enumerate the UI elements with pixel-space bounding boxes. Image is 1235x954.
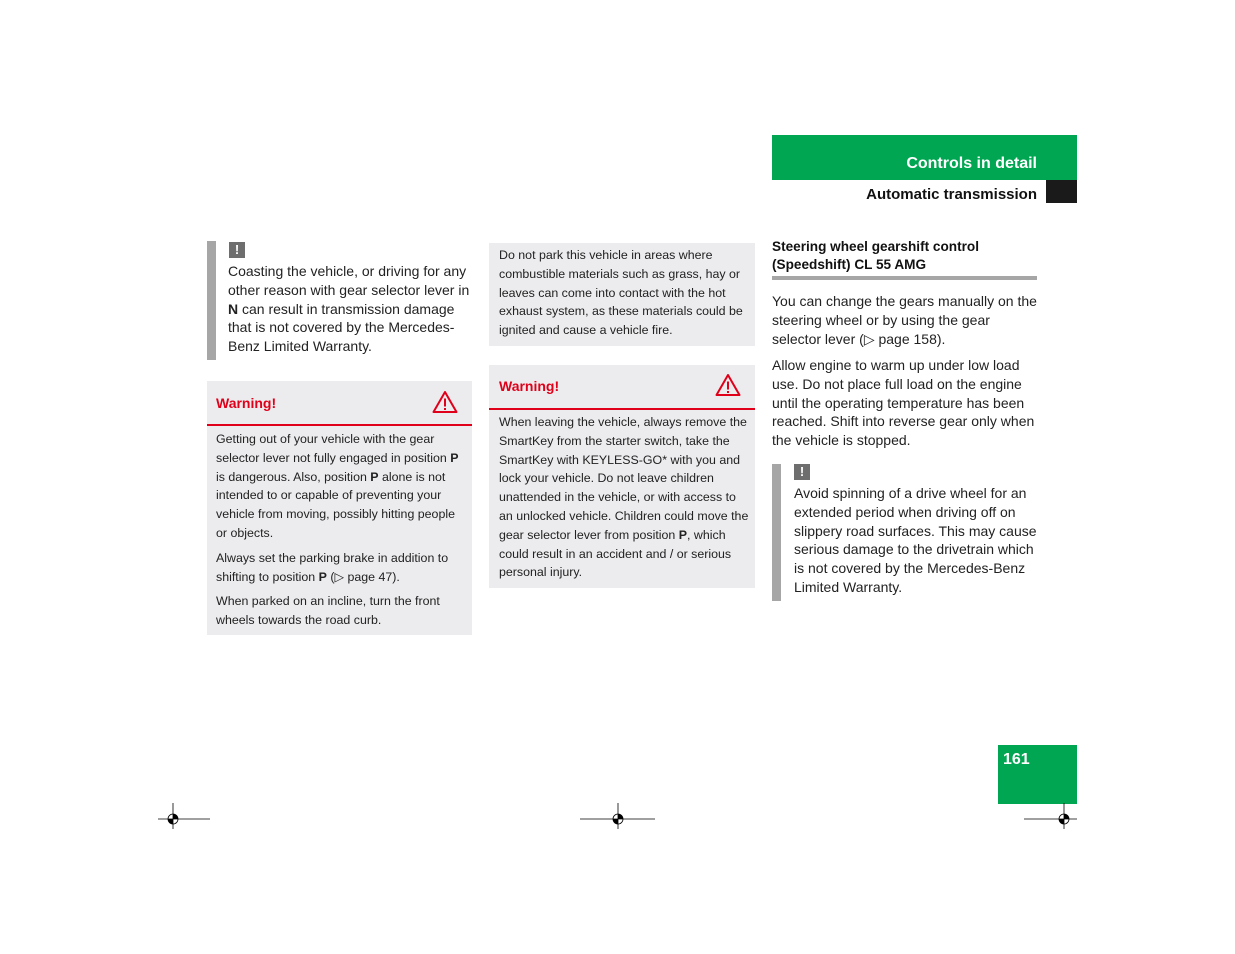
warning-header bbox=[489, 365, 755, 410]
note-text: Coasting the vehicle, or driving for any other reason with gear selector lever in N can result in transmission damage that is not covered by the Mercedes-Benz Limited Warranty. bbox=[228, 263, 470, 355]
crop-mark-icon bbox=[158, 803, 212, 829]
note-bar bbox=[772, 464, 781, 601]
speedshift-heading: Steering wheel gearshift control (Speedshift) CL 55 AMG bbox=[772, 239, 979, 272]
warm-up-paragraph: Allow engine to warm up under low load use. Do not place full load on the engine until the operating temperature has been reached. Shift into reverse gear only when the vehicle is stopped. bbox=[772, 357, 1035, 449]
wheel-spin-note bbox=[772, 464, 1037, 601]
header-marker bbox=[1046, 180, 1077, 203]
page-number: 161 bbox=[1003, 751, 1030, 768]
warning-paragraph: When leaving the vehicle, always remove the SmartKey from the starter switch, take the SmartKey with KEYLESS-GO* with you and lock your vehicle. Do not leave children unattended in the vehicle, or with access to an unlocked vehicle. Children could move the gear selector lever from position P, which could result in an accident and / or serious personal injury. bbox=[499, 415, 749, 580]
page-ref-arrow-icon: ▷ bbox=[334, 569, 345, 584]
note-bar bbox=[207, 241, 216, 360]
note-text: Avoid spinning of a drive wheel for an extended period when driving off on slippery road surfaces. This may cause serious damage to the drivetrain which is not covered by the Mercedes-Benz Limited Warranty. bbox=[794, 485, 1037, 595]
warning-triangle-icon bbox=[432, 390, 458, 419]
transmission-damage-note bbox=[207, 241, 472, 360]
fire-hazard-text: Do not park this vehicle in areas where combustible materials such as grass, hay or leaves can come into contact with the hot exhaust system, as these materials could be ignited and cause a vehicle fire. bbox=[499, 248, 743, 338]
exclamation-icon: ! bbox=[229, 242, 245, 258]
fire-hazard-box bbox=[489, 243, 755, 346]
exclamation-icon: ! bbox=[794, 464, 810, 480]
warning-label: Warning! bbox=[499, 378, 560, 394]
subsection-title: Automatic transmission bbox=[866, 186, 1037, 203]
crop-mark-icon bbox=[1024, 803, 1078, 829]
warning-label: Warning! bbox=[216, 395, 277, 411]
crop-mark-icon bbox=[580, 803, 656, 829]
warning-paragraph: Always set the parking brake in addition to shifting to position P (▷ page 47). bbox=[216, 550, 449, 584]
warning-paragraph: Getting out of your vehicle with the gear selector lever not fully engaged in position P is dangerous. Also, position P alone is not intended to or capable of preventing your vehicle from moving, possibly hitting people or objects. bbox=[216, 432, 459, 540]
warning-triangle-icon bbox=[715, 373, 741, 402]
warning-header bbox=[207, 381, 472, 426]
section-title: Controls in detail bbox=[906, 155, 1037, 172]
page-ref-arrow-icon: ▷ bbox=[863, 330, 875, 347]
warning-body bbox=[216, 430, 464, 630]
warning-paragraph: When parked on an incline, turn the front wheels towards the road curb. bbox=[216, 594, 440, 628]
gear-selector-warning bbox=[207, 381, 472, 635]
warning-body bbox=[499, 413, 749, 582]
heading-rule bbox=[772, 276, 1037, 280]
speedshift-paragraph: You can change the gears manually on the steering wheel or by using the gear selector lever (▷ page 158). bbox=[772, 293, 1037, 347]
smartkey-warning bbox=[489, 365, 755, 588]
